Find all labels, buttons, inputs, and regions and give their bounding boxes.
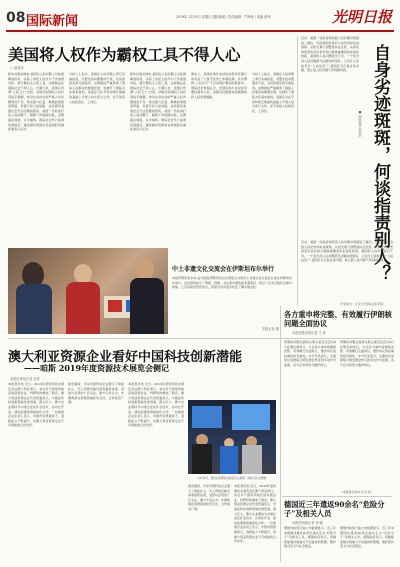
page-number: 08 [6,10,26,26]
photo-credit: 本报记者 摄 [262,327,279,331]
photo-caption: 12月6日，观众在资源技术展览会上参观。本报记者 赵青摄 [197,477,267,480]
section-title: 国际新闻 [26,14,79,29]
commentary-body: 近来，美国一些政客频频借人权问题对别国说三道四，然而美国自身的人权纪录却劣迹斑斑。从枪支暴力到警察执法过度，从移民拘留营的恶劣条件到少数族裔遭受的系统性歧视，美国的人权问题层出不穷。一个连自身人权问题都无法解决的国家，又有什么资格充当“人权法官”？美国应当正视自身问题，停止借人权问题干涉别国内政。 [301,36,359,73]
article-body-column: 伊朗核问题全面协议联合委员会会议6日在维也纳举行。与会各方重申将继续完整、有效履行全面协议，维护协议的权威性和有效性。中方代表表示，全面协议是经联合国安理会核可的多边外交成果，各方应共同努力维护协议。 [340,340,394,367]
article-body-column: 新华社维也纳电 美国在人权问题上对他国横加指责，实际上是把人权作为干涉他国内政、推行霸权主义的工具，这种做法在国际社会不得人心。长期以来，美国以所谓“人权卫士”自居，动辄对别国的人权状况指手画脚，却对自身存在的严重人权问题视而不见。枪支暴力泛滥、种族歧视根深蒂固、贫富分化日益加剧，这些都是美国社会无法回避的顽疾。美国一些政客打着人权的幌子，粗暴干涉他国内政，企图搞乱别国，从中渔利。国际社会早已看清其真面目，越来越多的国家对美国的双重标准表示反对。 [8,72,64,132]
article-headline: 各方重申将完整、有效履行伊朗核问题全面协议 [284,310,392,328]
expo-photo [188,400,276,474]
article-subheadline: ——咱斯 2019年度资源技术展览会侧记 [24,363,170,373]
issue-meta: 2019年 12月8日 星期日 国际新闻 / 责任编辑：严海涛 / 美编 彭炜 [176,15,271,19]
article-body-column: 新华社维也纳电 美国在人权问题上对他国横加指责，实际上是把人权作为干涉他国内政、推行霸权主义的工具，这种做法在国际社会不得人心。长期以来，美国以所谓“人权卫士”自居，动辄对别国的人权状况指手画脚，却对自身存在的严重人权问题视而不见。枪支暴力泛滥、种族歧视根深蒂固、贫富分化日益加剧，这些都是美国社会无法回避的顽疾。美国一些政客打着人权的幌子，粗暴干涉他国内政，企图搞乱别国，从中渔利。国际社会早已看清其真面目，越来越多的国家对美国的双重标准表示反对。 [130,72,186,132]
column-divider [280,306,281,562]
column-divider [297,36,298,306]
article-byline: □ 俞邃邦 [10,66,24,70]
commentary-body: 近来，美国一些政客频频借人权问题对别国说三道四，然而美国自身的人权纪录却劣迹斑斑。从枪支暴力到警察执法过度，从移民拘留营的恶劣条件到少数族裔遭受的系统性歧视，美国的人权问题层出不穷。一个连自身人权问题都无法解决的国家，又有什么资格充当“人权法官”？美国应当正视自身问题，停止借人权问题干涉别国内政。 [301,240,393,263]
commentary-headline: 自身劣迹斑斑，何谈指责别人？ [370,44,390,282]
article-body-column: 展会期间，多家中国科技企业展示了智能矿山、无人驾驶运输设备等最新成果，受到与会者的广泛关注。澳方专家认为，中澳两国在资源领域优势互补，合作前景广阔。 [188,484,230,511]
article-body-column: 伊朗核问题全面协议联合委员会会议6日在维也纳举行。与会各方重申将继续完整、有效履行全面协议，维护协议的权威性和有效性。中方代表表示，全面协议是经联合国安理会核可的多边外交成果，各方应共同努力维护协议。 [284,340,336,367]
article-headline: 澳大利亚资源企业看好中国科技创新潜能 [8,350,243,365]
article-dateline: （本报维也纳12月7日电） [340,490,374,494]
article-headline: 美国将人权作为霸权工具不得人心 [8,45,241,64]
cultural-exchange-photo [8,248,168,334]
commentary-byline: ■ 国际观察·刘海洲 [358,110,362,137]
article-body-column: 德国内政部日前公布数据显示，近三年来德国共遣返90余名被认定为“危险分子”及相关人员。德国政府表示，将继续加强对极端分子的监控和管理，维护国内安全与社会稳定。 [284,526,336,549]
masthead-rule [6,30,394,32]
article-byline: 本报驻柏林记者 李 鹏 [292,521,323,525]
section-divider [282,496,392,497]
article-headline: 德国近三年遣返90余名“危险分子”及相关人员 [284,500,385,518]
article-body-column: 德国内政部日前公布数据显示，近三年来德国共遣返90余名被认定为“危险分子”及相关人员。德国政府表示，将继续加强对极端分子的监控和管理，维护国内安全与社会稳定。 [340,526,394,549]
section-divider [8,338,392,339]
article-body-column: 展会期间，多家中国科技企业展示了智能矿山、无人驾驶运输设备等最新成果，受到与会者的广泛关注。澳方专家认为，中澳两国在资源领域优势互补，合作前景广阔。 [68,382,124,405]
commentary-end-note: （作者单位：北京大学国际关系学院） [338,302,386,306]
article-body-column: 本报悉尼电 近日，2019年度资源技术展览会在澳大利亚举行。来自多个国家和地区的资源企业、科研机构参加了展会。澳大利亚资源企业代表普遍表示，中国在科技创新领域发展迅速，潜力巨大，澳方企业期待与中国企业在矿业技术、自动化开采、绿色能源等领域深化合作。一位参展企业负责人表示，中国市场规模庞大，创新能力不断提升，是澳大利亚资源企业不可或缺的合作伙伴。 [234,484,276,544]
article-body-column: 本报悉尼电 近日，2019年度资源技术展览会在澳大利亚举行。来自多个国家和地区的资源企业、科研机构参加了展会。澳大利亚资源企业代表普遍表示，中国在科技创新领域发展迅速，潜力巨大，澳方企业期待与中国企业在矿业技术、自动化开采、绿色能源等领域深化合作。一位参展企业负责人表示，中国市场规模庞大，创新能力不断提升，是澳大利亚资源企业不可或缺的合作伙伴。 [8,382,64,428]
article-body-column: 事实上，美国在海外发动的战争和军事行动造成了大量平民伤亡和难民潮，其所谓的“人权外交”不过是维护霸权的遮羞布。国际社会普遍认为，发展权和生存权是首要的基本人权，各国有权根据本国国情选择人权发展道路。 [191,72,247,99]
article-byline: 本报驻悉尼记者 赵青 [10,377,40,381]
article-body-column: 分析人士指出，美国在人权问题上奉行双重标准，对盟友的问题避而不谈，对其他国家则无端指责。这种做法严重损害了国际人权事业的健康发展，也破坏了国际关系基本准则。各国应当在平等和相互尊重的基础上开展人权交流与合作，而不是将人权政治化、工具化。 [252,72,294,113]
article-body-column: 分析人士指出，美国在人权问题上奉行双重标准，对盟友的问题避而不谈，对其他国家则无端指责。这种做法严重损害了国际人权事业的健康发展，也破坏了国际关系基本准则。各国应当在平等和相互尊重的基础上开展人权交流与合作，而不是将人权政治化、工具化。 [69,72,125,104]
article-body-column: 本报悉尼电 近日，2019年度资源技术展览会在澳大利亚举行。来自多个国家和地区的资源企业、科研机构参加了展会。澳大利亚资源企业代表普遍表示，中国在科技创新领域发展迅速，潜力巨大，澳方企业期待与中国企业在矿业技术、自动化开采、绿色能源等领域深化合作。一位参展企业负责人表示，中国市场规模庞大，创新能力不断提升，是澳大利亚资源企业不可或缺的合作伙伴。 [128,382,184,428]
photo-caption-title: 中土非遗文化交流会在伊斯坦布尔举行 [172,266,275,273]
article-byline: 本报驻维也纳记者 王 欣 [292,331,326,335]
newspaper-logo: 光明日报 [331,8,392,26]
photo-caption-body: 本报伊斯坦布尔电 由中国驻伊斯坦布尔总领馆主办的中土非遗文化交流会日前在伊斯坦布尔举行。活动现场展示了剪纸、刺绣、书法等中国传统非遗项目，吸引了众多当地民众参与体验。土耳其观众纷纷表示，希望今后有更多机会了解中国文化。 [172,276,292,290]
